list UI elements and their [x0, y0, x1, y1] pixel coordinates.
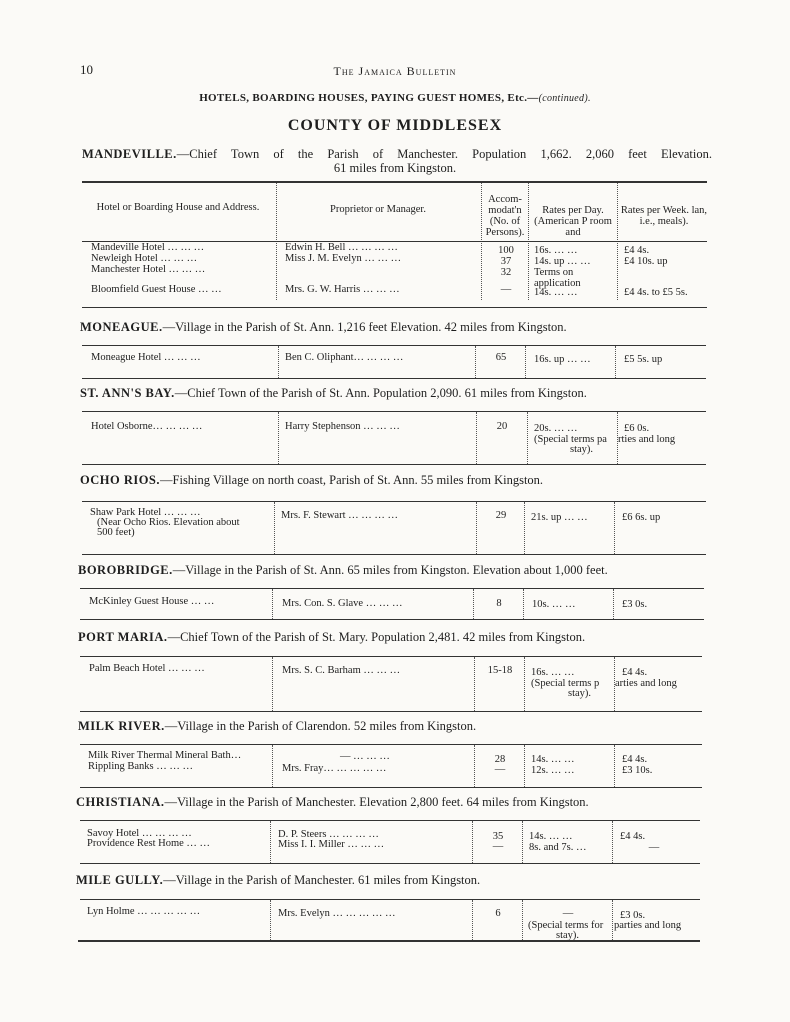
list-item: McKinley Guest House … …	[89, 596, 215, 607]
accommodation: —	[494, 764, 506, 775]
table-top-rule	[82, 501, 706, 502]
rate-day: 14s. … …	[531, 754, 575, 765]
accommodation: —	[500, 284, 512, 295]
rate-day: 16s. … …	[534, 245, 578, 256]
accommodation: 32	[500, 267, 512, 278]
proprietor: Mrs. G. W. Harris … … …	[285, 284, 400, 295]
rate-day-note: stay).	[556, 930, 580, 941]
table-top-rule	[80, 656, 702, 657]
section-bottom-rule	[80, 711, 702, 712]
rate-day-note: (Special terms pa	[534, 434, 607, 445]
rate-week: £4 4s. to £5 5s.	[624, 287, 688, 298]
listing-subtitle: HOTELS, BOARDING HOUSES, PAYING GUEST HOMES, Etc.—(continued).	[199, 92, 591, 104]
table-top-rule	[80, 899, 700, 900]
rate-week: £4 10s. up	[624, 256, 668, 267]
accommodation: 15-18	[487, 665, 513, 676]
rate-day: 20s. … …	[534, 423, 578, 434]
rate-day: 8s. and 7s. …	[529, 842, 587, 853]
accommodation: 29	[495, 510, 507, 521]
rate-day-note: (Special terms p	[531, 678, 600, 689]
accommodation: 35	[492, 831, 504, 842]
list-item-note: 500 feet)	[97, 527, 135, 538]
col-header-proprietor: Proprietor or Manager.	[330, 204, 426, 215]
col-header-rates-day: Rates per Day. (American P room and	[534, 205, 612, 238]
proprietor: Miss I. I. Miller … … …	[278, 839, 385, 850]
rate-day: 16s. … …	[531, 667, 575, 678]
table-top-rule	[82, 411, 706, 412]
list-item: Providence Rest Home … …	[87, 838, 211, 849]
rate-week: £3 0s.	[620, 910, 646, 921]
list-item: Lyn Holme … … … … …	[87, 906, 201, 917]
table-top-rule	[80, 820, 700, 821]
accommodation: 8	[496, 598, 502, 609]
section-bottom-rule	[82, 464, 706, 465]
place-heading: MONEAGUE.—Village in the Parish of St. Ann. 1,216 feet Elevation. 42 miles from Kingston.	[80, 320, 567, 334]
place-heading: MILK RIVER.—Village in the Parish of Clarendon. 52 miles from Kingston.	[78, 719, 477, 733]
rate-day: 10s. … …	[532, 599, 576, 610]
proprietor: Edwin H. Bell … … … …	[285, 242, 398, 253]
rate-week-note: parties and long	[614, 920, 682, 931]
proprietor: Mrs. Con. S. Glave … … …	[282, 598, 403, 609]
col-header-rates-week: Rates per Week. lan, i.e., meals).	[620, 205, 708, 227]
rate-week-note: rties and long	[618, 434, 676, 445]
rate-week-note: arties and long	[615, 678, 677, 689]
section-bottom-rule	[80, 863, 700, 864]
accommodation: 100	[498, 245, 514, 256]
col-header-accommodation: Accom- modat'n (No. of Persons).	[485, 194, 525, 238]
section-bottom-rule	[82, 307, 707, 308]
list-item: Hotel Osborne… … … …	[91, 421, 203, 432]
page-number: 10	[80, 62, 93, 77]
proprietor: Mrs. Evelyn … … … … …	[278, 908, 396, 919]
list-item: Bloomfield Guest House … …	[91, 284, 222, 295]
place-heading: OCHO RIOS.—Fishing Village on north coast, Parish of St. Ann. 55 miles from Kingston.	[80, 473, 544, 487]
place-heading: CHRISTIANA.—Village in the Parish of Manchester. Elevation 2,800 feet. 64 miles from Kingston.	[76, 795, 589, 809]
accommodation: 65	[495, 352, 507, 363]
rate-week: £3 10s.	[622, 765, 653, 776]
rate-day-note: stay).	[568, 688, 592, 699]
col-header-hotel: Hotel or Boarding House and Address.	[96, 202, 260, 213]
list-item-note: (Near Ocho Rios. Elevation about	[97, 517, 240, 528]
list-item: Mandeville Hotel … … …	[91, 242, 205, 253]
rate-week: —	[648, 842, 660, 853]
rate-day: 12s. … …	[531, 765, 575, 776]
list-item: Manchester Hotel … … …	[91, 264, 206, 275]
proprietor: Mrs. Fray… … … … …	[282, 763, 387, 774]
list-item: Palm Beach Hotel … … …	[89, 663, 205, 674]
rate-week: £6 0s.	[624, 423, 650, 434]
rate-week: £3 0s.	[622, 599, 648, 610]
rate-week: £4 4s.	[622, 667, 648, 678]
rate-day: 21s. up … …	[531, 512, 588, 523]
place-heading: MANDEVILLE.—Chief Town of the Parish of Manchester. Population 1,662. 2,060 feet Elevation.	[82, 147, 712, 161]
rate-week: £4 4s.	[622, 754, 648, 765]
rate-day: 14s. … …	[534, 287, 578, 298]
proprietor: Miss J. M. Evelyn … … …	[285, 253, 402, 264]
proprietor: D. P. Steers … … … …	[278, 829, 379, 840]
place-heading: ST. ANN'S BAY.—Chief Town of the Parish of St. Ann. Population 2,090. 61 miles from Kingston.	[80, 386, 587, 400]
section-bottom-rule	[80, 619, 704, 620]
county-heading: COUNTY OF MIDDLESEX	[287, 117, 503, 134]
list-item: Moneague Hotel … … …	[91, 352, 201, 363]
table-top-rule	[82, 345, 706, 346]
proprietor: — … … …	[340, 751, 390, 762]
place-heading: PORT MARIA.—Chief Town of the Parish of St. Mary. Population 2,481. 42 miles from Kingston.	[78, 630, 586, 644]
rate-day: 16s. up … …	[534, 354, 591, 365]
rate-day: 14s. … …	[529, 831, 573, 842]
rate-day-note: stay).	[570, 444, 594, 455]
list-item: Milk River Thermal Mineral Bath…	[88, 750, 242, 761]
rate-day: 14s. up … …	[534, 256, 591, 267]
place-heading-line2: 61 miles from Kingston.	[333, 161, 457, 175]
running-head: The Jamaica Bulletin	[333, 64, 457, 78]
list-item: Shaw Park Hotel … … …	[90, 507, 201, 518]
proprietor: Mrs. F. Stewart … … … …	[281, 510, 398, 521]
accommodation: 37	[500, 256, 512, 267]
accommodation: 6	[495, 908, 501, 919]
proprietor: Mrs. S. C. Barham … … …	[282, 665, 401, 676]
accommodation: —	[492, 841, 504, 852]
rate-week: £4 4s.	[620, 831, 646, 842]
table-top-rule	[82, 181, 707, 183]
table-top-rule	[80, 588, 704, 589]
section-bottom-rule	[80, 787, 702, 788]
section-bottom-rule	[82, 554, 706, 555]
rate-week: £5 5s. up	[624, 354, 663, 365]
rate-day-note: (Special terms for	[528, 920, 604, 931]
place-heading: MILE GULLY.—Village in the Parish of Manchester. 61 miles from Kingston.	[76, 873, 481, 887]
rate-week: £6 6s. up	[622, 512, 661, 523]
accommodation: 28	[494, 754, 506, 765]
rate-week: £4 4s.	[624, 245, 650, 256]
place-heading: BOROBRIDGE.—Village in the Parish of St. Ann. 65 miles from Kingston. Elevation about 1,000 feet.	[78, 563, 608, 577]
list-item: Savoy Hotel … … … …	[87, 828, 192, 839]
table-top-rule	[80, 744, 702, 745]
accommodation: 20	[496, 421, 508, 432]
rate-day: —	[562, 908, 574, 919]
rate-day: Terms on application	[534, 267, 581, 290]
subtitle-continued: (continued).	[538, 93, 591, 104]
proprietor: Harry Stephenson … … …	[285, 421, 400, 432]
table-end-rule	[78, 940, 700, 942]
list-item: Rippling Banks … … …	[88, 761, 194, 772]
list-item: Newleigh Hotel … … …	[91, 253, 198, 264]
proprietor: Ben C. Oliphant… … … …	[285, 352, 404, 363]
section-bottom-rule	[82, 378, 706, 379]
